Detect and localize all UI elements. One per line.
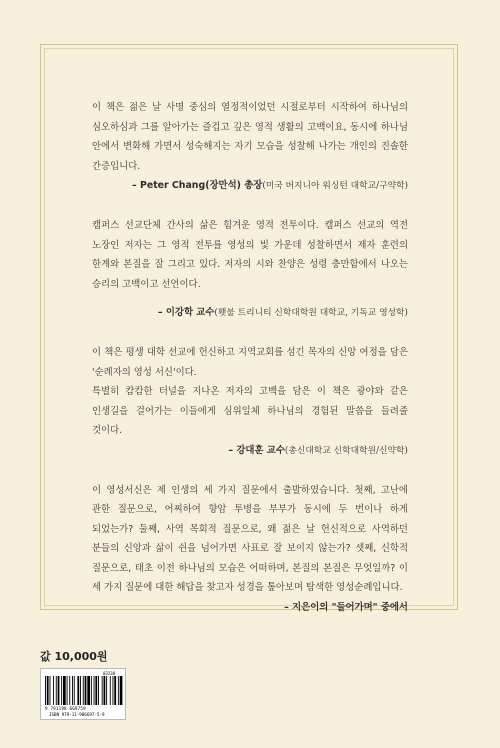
blurb-2-name: – 이강학 교수 (157, 307, 215, 319)
barcode-bar (69, 676, 70, 705)
blurb-2-attribution (92, 303, 408, 324)
barcode-bar (74, 676, 75, 705)
barcode-bar (80, 676, 81, 705)
barcode-bar (85, 676, 87, 705)
barcode-bar (61, 676, 62, 705)
blurb-3-text: 이 책은 평생 대학 선교에 헌신하고 지역교회를 섬긴 목자의 신앙 여정을 담은 '순례자의 영성 서신'이다. (92, 346, 408, 378)
barcode-bar (113, 676, 114, 705)
barcode-bar (118, 676, 119, 705)
barcode-bar (63, 676, 66, 705)
blurb-1-text: 이 책은 젊은 날 사명 중심의 열정적이었던 시절로부터 시작하여 하나님의 심오하심과 그를 알아가는 즐겁고 깊은 영적 생활의 고백이요, 동시에 하나님 안에서 변화해 가면서 성숙해지는 자기 모습을 성찰해 나가는 개인의 진솔한 간증입니다. (92, 102, 408, 172)
endorsements (92, 98, 408, 618)
barcode-bar (95, 676, 97, 705)
barcode-bar (104, 676, 106, 705)
barcode-bar (83, 676, 84, 705)
barcode-bar (114, 676, 116, 705)
isbn-barcode (40, 668, 126, 720)
blurb-1-name: – Peter Chang(장만석) 총장 (132, 180, 263, 192)
barcode-bar (58, 676, 60, 705)
blurb-2-affiliation: (횃불 트리니티 신학대학원 대학교, 기독교 영성학) (214, 308, 408, 319)
barcode-bar (72, 676, 73, 705)
barcode-bar (67, 676, 68, 705)
price-label: 값 10,000원 (40, 650, 108, 663)
blurb-1-affiliation: (미국 버지니아 워싱턴 대학교/구약학) (262, 181, 408, 192)
barcode-bar (91, 676, 92, 705)
barcode-bars (45, 676, 123, 706)
blurb-4-name: – 지은이의 "들어가며" 중에서 (284, 602, 408, 614)
barcode-bar (106, 676, 107, 705)
blurb-3-name: – 강대훈 교수 (228, 444, 285, 456)
barcode-bar (53, 676, 54, 705)
blurb-4-attribution (92, 598, 408, 618)
blurb-2-text: 캠퍼스 선교단체 간사의 삶은 힘겨운 영적 전투이다. 캠퍼스 선교의 역전 노장인 저자는 그 영적 전투를 영성의 빛 가운데 성찰하면서 제자 훈련의 한계와 본질을 잘 그리고 있다. 저자의 시와 찬양은 성령 충만함에서 나오는 승리의 고백이고 선언이다. (92, 219, 408, 290)
blurb-1-attribution (92, 176, 408, 197)
barcode-bar (56, 676, 57, 705)
barcode-digits: 9 791198 669759 (45, 706, 86, 711)
barcode-bar (47, 676, 49, 705)
blurb-4-text: 이 영성서신은 제 인생의 세 가지 질문에서 출발하였습니다. 첫째, 고난에 관한 질문으로, 어찌하여 향암 투병을 부부가 동시에 두 번이나 하게 되었는가? 둘째, 사역 목회적 질문으로, 왜 젊은 날 헌신적으로 사역하던 분들의 신앙과 삶이 쉰을 넘어가면 사표로 잘 보이지 않는가? 셋째, 신학적 질문으로, 태초 이전 하나님의 모습은 어떠하며, 본질의 본질은 무엇일까? 이 세 가지 질문에 대한 해답을 찾고자 성경을 톺아보며 탐색한 영성순례입니다. (92, 484, 408, 594)
barcode-bar (120, 676, 123, 705)
barcode-bar (110, 676, 111, 705)
barcode-bar (77, 676, 79, 705)
blurb-3-text2: 특별히 캄캄한 터널을 지나온 저자의 고백을 담은 이 책은 광야와 같은 인생길을 걸어가는 이들에게 심위일체 하나님의 경험된 말씀을 들려줄 것이다. (92, 386, 408, 437)
blurb-3-attribution (92, 441, 408, 462)
barcode-bar (87, 676, 90, 705)
barcode-bar (102, 676, 103, 705)
blurb-3-affiliation: (총신대학교 신학대학원/신약학) (284, 445, 408, 456)
barcode-bar (50, 676, 51, 705)
barcode-bar (45, 676, 46, 705)
barcode-isbn: ISBN 979-11-986697-5-9 (49, 712, 105, 717)
barcode-bar (98, 676, 99, 705)
barcode-bar (94, 676, 95, 705)
barcode-addon-code: 03230 (103, 671, 116, 676)
